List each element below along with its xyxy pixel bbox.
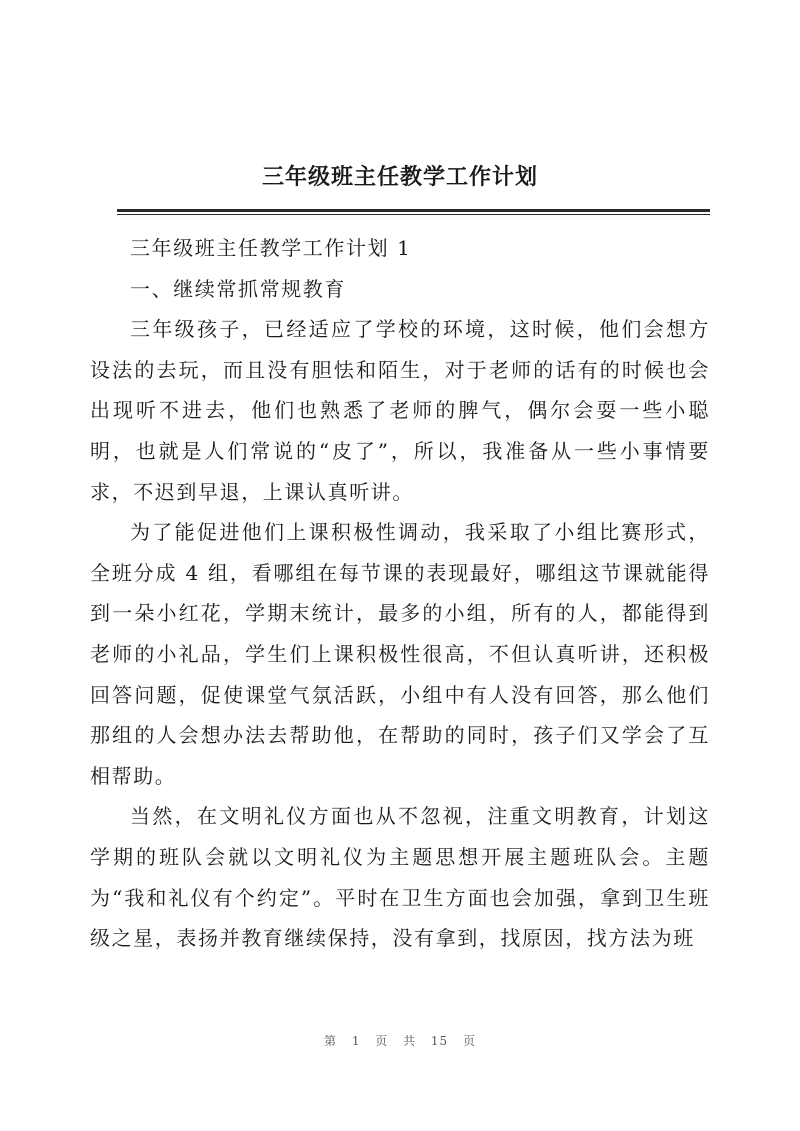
document-body	[90, 228, 710, 959]
paragraph: 为了能促进他们上课积极性调动，我采取了小组比赛形式，全班分成 4 组，看哪组在每节课的表现最好，哪组这节课就能得到一朵小红花，学期末统计，最多的小组，所有的人，都能得到老师的小礼品，学生们上课积极性很高，不但认真听讲，还积极回答问题，促使课堂气氛活跃，小组中有人没有回答，那么他们那组的人会想办法去帮助他，在帮助的同时，孩子们又学会了互相帮助。	[90, 520, 710, 788]
paragraph: 三年级孩子，已经适应了学校的环境，这时候，他们会想方设法的去玩，而且没有胆怯和陌生，对于老师的话有的时候也会出现听不进去，他们也熟悉了老师的脾气，偶尔会耍一些小聪明，也就是人们常说的“皮了”，所以，我准备从一些小事情要求，不迟到早退，上课认真听讲。	[90, 317, 710, 504]
title-divider-thin	[117, 214, 710, 215]
paragraph: 当然，在文明礼仪方面也从不忽视，注重文明教育，计划这学期的班队会就以文明礼仪为主题思想开展主题班队会。主题为“我和礼仪有个约定”。平时在卫生方面也会加强，拿到卫生班级之星，表扬并教育继续保持，没有拿到，找原因，找方法为班	[90, 804, 710, 951]
title-divider-thick	[117, 209, 710, 212]
paragraph-section-heading: 一、继续常抓常规教育	[130, 276, 346, 301]
document-title: 三年级班主任教学工作计划	[261, 164, 538, 190]
page-number-footer: 第 1 页 共 15 页	[324, 1034, 476, 1048]
paragraph-plan-heading: 三年级班主任教学工作计划 1	[130, 236, 412, 260]
